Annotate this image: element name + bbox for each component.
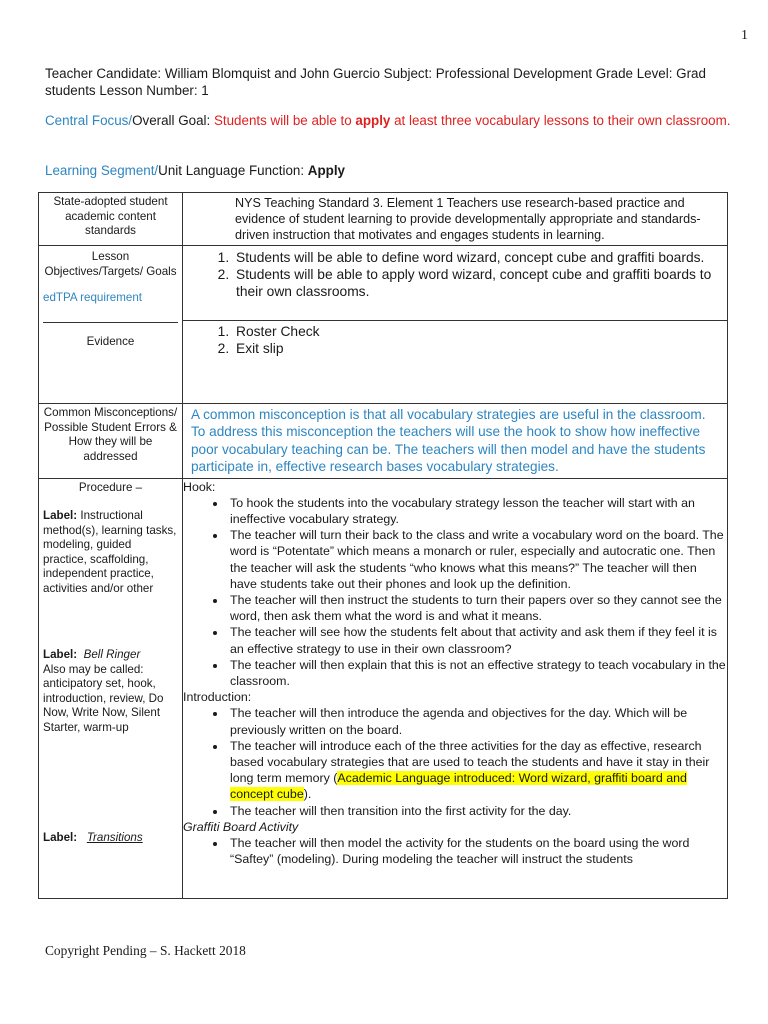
introduction-list [183, 705, 727, 818]
label-bold: Label: [43, 831, 78, 845]
introduction-title: Introduction: [183, 690, 252, 705]
hook-item: • The teacher will then explain that this is not an effective strategy to teach vocabulary in the classroom. [227, 657, 727, 689]
hook-title: Hook: [183, 479, 216, 494]
learning-segment-label: Learning Segment/ [45, 163, 159, 178]
overall-goal-label: Overall Goal: [132, 113, 214, 128]
graffiti-title: Graffiti Board Activity [183, 819, 299, 834]
hook-item: • The teacher will then instruct the students to turn their papers over so they cannot see the word, then ask them what the word is and what it means. [227, 592, 727, 624]
misconceptions-row [39, 404, 728, 479]
misconceptions-label: Common Misconceptions/ Possible Student Errors & How they will be addressed [39, 404, 183, 479]
objectives-cell [183, 246, 728, 404]
evidence-list [183, 323, 727, 357]
evidence-label: Evidence [86, 334, 135, 348]
goal-apply: apply [355, 113, 391, 128]
central-focus-label: Central Focus/ [45, 113, 133, 128]
hook-item: • The teacher will turn their back to the class and write a vocabulary word on the board. The word is “Potentate” which means a monarch or ruler, especially and autocratic one. Then the teacher will ask the students “who knows what this means?” The teacher will then have students take out their phones and look up the definition. [227, 527, 727, 592]
procedure-row [39, 478, 728, 898]
objective-item: 1. Students will be able to define word wizard, concept cube and graffiti boards. [233, 249, 727, 266]
misconceptions-text: A common misconception is that all vocabulary strategies are useful in the classroom. To address this misconception the teachers will use the hook to show how ineffective poor vocabulary teaching can be. The teachers will then model and have the students participate in, effective research bases vocabulary strategies. [191, 407, 706, 475]
evidence-item: 2. Exit slip [233, 340, 727, 357]
misconceptions-cell [183, 404, 728, 479]
label-bold: Label: [43, 509, 78, 523]
standards-label: State-adopted student academic content standards [39, 193, 183, 246]
objectives-label: Lesson Objectives/Targets/ Goals [44, 250, 177, 278]
central-focus-line [45, 112, 735, 129]
unit-language-value: Apply [307, 163, 345, 178]
intro-text: ). [303, 787, 312, 802]
procedure-cell [183, 478, 728, 898]
unit-language-label: Unit Language Function: [158, 163, 308, 178]
goal-text-post: at least three vocabulary lessons to their own classroom. [390, 113, 731, 128]
standards-text: NYS Teaching Standard 3. Element 1 Teachers use research-based practice and evidence of student learning to provide developmentally appropriate and standards-driven instruction that motivates and engages students in learning. [235, 196, 701, 242]
graffiti-list [183, 835, 727, 867]
label-text: Instructional method(s), learning tasks, modeling, guided practice, scaffolding, independent practice, activities and/or other [43, 509, 177, 595]
standards-cell [183, 193, 728, 246]
intro-item: • The teacher will then introduce the agenda and objectives for the day. Which will be previously written on the board. [227, 705, 727, 737]
page-number: 1 [741, 28, 748, 43]
goal-text-pre: Students will be able to [213, 113, 356, 128]
hook-item: • To hook the students into the vocabulary strategy lesson the teacher will start with an ineffective vocabulary strategy. [227, 495, 727, 527]
standards-row [39, 193, 728, 246]
objectives-label-cell [39, 246, 183, 404]
bell-ringer-description: Also may be called: anticipatory set, hook, introduction, review, Do Now, Write Now, Silent Starter, warm-up [43, 662, 164, 734]
copyright-footer: Copyright Pending – S. Hackett 2018 [45, 943, 246, 958]
evidence-item: 1. Roster Check [233, 323, 727, 340]
intro-text: The teacher will introduce each of the three activities for the day as effective, research based vocabulary strategies that are used to teach the students and have it stay in their long term memory ( [230, 738, 710, 786]
procedure-heading: Procedure – [78, 480, 143, 494]
procedure-label-3 [43, 831, 178, 846]
label-italic: Transitions [86, 831, 143, 845]
intro-item: • The teacher will then transition into the first activity for the day. [227, 803, 727, 819]
hook-list [183, 495, 727, 689]
learning-segment-line [45, 162, 735, 179]
objective-item: 2. Students will be able to apply word wizard, concept cube and graffiti boards to their own classrooms. [233, 266, 727, 300]
objectives-list [183, 249, 727, 300]
hook-item: • The teacher will see how the students felt about that activity and ask them if they feel it is an effective strategy to use in their own classroom? [227, 624, 727, 656]
procedure-label-1 [43, 509, 178, 596]
label-bold: Label: [43, 648, 78, 662]
intro-item [227, 738, 727, 803]
edtpa-requirement: edTPA requirement [43, 291, 143, 304]
procedure-label-cell [39, 478, 183, 898]
objectives-row [39, 246, 728, 404]
procedure-label-2 [43, 648, 178, 663]
label-italic: Bell Ringer [83, 648, 141, 662]
graffiti-item: • The teacher will then model the activity for the students on the board using the word “Saftey” (modeling). During modeling the teacher will instruct the students [227, 835, 727, 867]
academic-language-highlight: Academic Language introduced: Word wizard, graffiti board and concept cube [230, 771, 687, 802]
lesson-plan-table [38, 192, 728, 899]
lesson-info-line: Teacher Candidate: William Blomquist and John Guercio Subject: Professional Development Grade Level: Grad students Lesson Number: 1 [45, 66, 706, 98]
divider [183, 320, 727, 321]
